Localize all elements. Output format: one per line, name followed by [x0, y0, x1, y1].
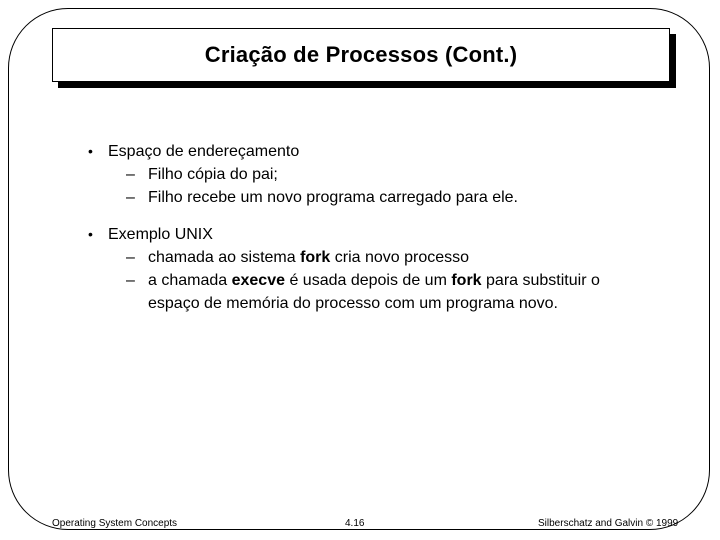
sub-item [88, 186, 648, 209]
dash-icon: – [126, 249, 135, 266]
text-run: a chamada [148, 272, 232, 289]
bullet-item [88, 140, 648, 163]
text-run: é usada depois de um [285, 272, 452, 289]
sub-item [88, 269, 648, 315]
slide-title: Criação de Processos (Cont.) [204, 42, 518, 67]
footer-copyright: Silberschatz and Galvin © 1999 [538, 518, 679, 529]
sub-text [148, 249, 469, 266]
sub-text: Filho cópia do pai; [148, 166, 278, 183]
sub-item [88, 246, 648, 269]
slide-content [88, 140, 648, 315]
bullet-icon: • [88, 143, 93, 159]
text-run: cria novo processo [330, 249, 470, 266]
keyword-fork: fork [451, 272, 482, 289]
bullet-item [88, 223, 648, 246]
dash-icon: – [126, 272, 135, 289]
sub-text: Filho recebe um novo programa carregado para ele. [148, 189, 518, 206]
bullet-text: Espaço de endereçamento [108, 143, 300, 160]
keyword-execve: execve [231, 272, 285, 289]
text-run: chamada ao sistema [148, 249, 301, 266]
footer-page-number: 4.16 [345, 518, 365, 529]
bullet-text: Exemplo UNIX [108, 226, 213, 243]
title-box [52, 28, 670, 82]
dash-icon: – [126, 166, 135, 183]
sub-text [148, 272, 600, 312]
keyword-fork: fork [300, 249, 331, 266]
footer-book-title: Operating System Concepts [52, 518, 178, 529]
bullet-icon: • [88, 226, 93, 242]
dash-icon: – [126, 189, 135, 206]
sub-item [88, 163, 648, 186]
text-run: para substituir o espaço de memória do processo com um programa novo. [148, 272, 600, 312]
